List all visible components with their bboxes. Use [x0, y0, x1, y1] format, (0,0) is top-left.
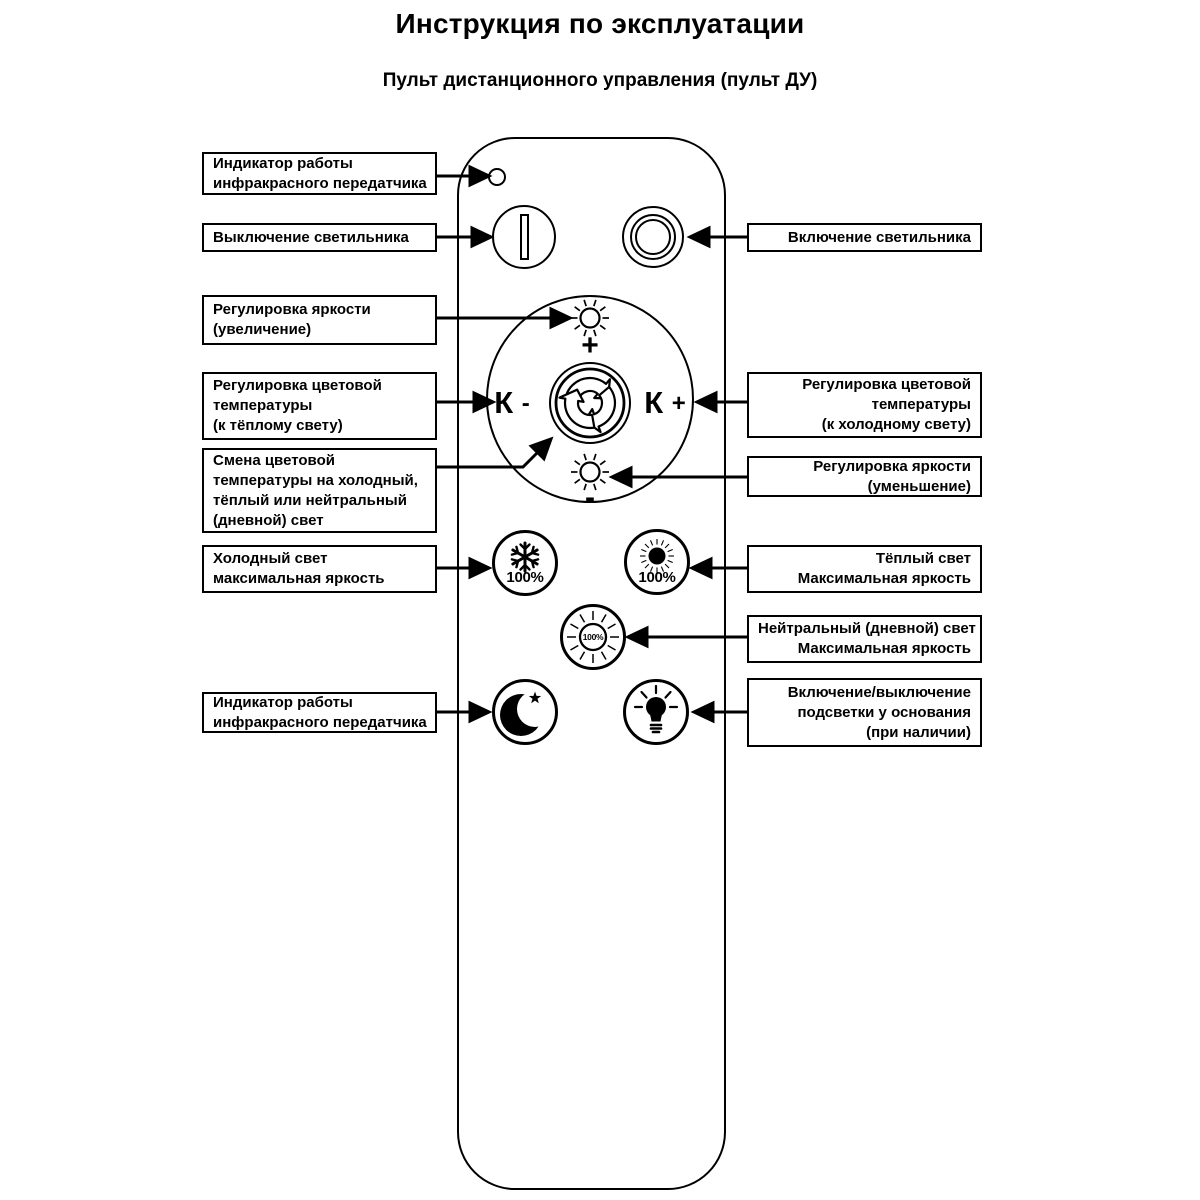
page-title: Инструкция по эксплуатации: [395, 8, 805, 39]
moon-star-icon: [495, 682, 555, 742]
page-subtitle: Пульт дистанционного управления (пульт ДУ): [382, 70, 818, 91]
bulb-icon: [626, 682, 686, 742]
cycle-arrows-icon: [548, 361, 632, 445]
callout-brightness-up: Регулировка яркости (увеличение): [202, 295, 437, 345]
callout-cct-to-warm: Регулировка цветовой температуры (к тёплому свету): [202, 372, 437, 440]
k-plus-button: К +: [644, 385, 686, 420]
callout-light-on: Включение светильника: [747, 223, 982, 252]
night-mode-button: [492, 679, 558, 745]
callout-light-off: Выключение светильника: [202, 223, 437, 252]
callout-cct-to-cold: Регулировка цветовой температуры (к холодному свету): [747, 372, 982, 438]
callout-ir-indicator-bottom: Индикатор работы инфракрасного передатчика: [202, 692, 437, 733]
vertical-bar-icon: [520, 214, 529, 260]
callout-cold-max: Холодный свет максимальная яркость: [202, 545, 437, 593]
filled-sun-icon: [637, 539, 677, 573]
power-on-button: [622, 206, 684, 268]
callout-warm-max: Тёплый свет Максимальная яркость: [747, 545, 982, 593]
callout-cct-switch: Смена цветовой температуры на холодный, тёплый или нейтральный (дневной) свет: [202, 448, 437, 533]
concentric-rings-icon: [630, 214, 676, 260]
cold-max-label: 100%: [506, 568, 544, 586]
callout-base-backlight: Включение/выключение подсветки у основания (при наличии): [747, 678, 982, 747]
base-backlight-button: [623, 679, 689, 745]
cct-cycle-button: [548, 361, 632, 445]
k-minus-button: К -: [494, 385, 530, 420]
callout-ir-indicator-top: Индикатор работы инфракрасного передатчика: [202, 152, 437, 195]
warm-max-label: 100%: [638, 568, 676, 586]
plus-sign: +: [581, 329, 599, 362]
callout-brightness-down: Регулировка яркости (уменьшение): [747, 456, 982, 497]
minus-sign: -: [585, 481, 595, 514]
neutral-max-button: [560, 604, 626, 670]
ir-indicator-dot: [488, 168, 506, 186]
callout-neutral-max: Нейтральный (дневной) свет Максимальная яркость: [747, 615, 982, 663]
neutral-max-label: 100%: [582, 632, 604, 642]
warm-max-button: [624, 529, 690, 595]
cold-max-button: [492, 530, 558, 596]
power-off-button: [492, 205, 556, 269]
